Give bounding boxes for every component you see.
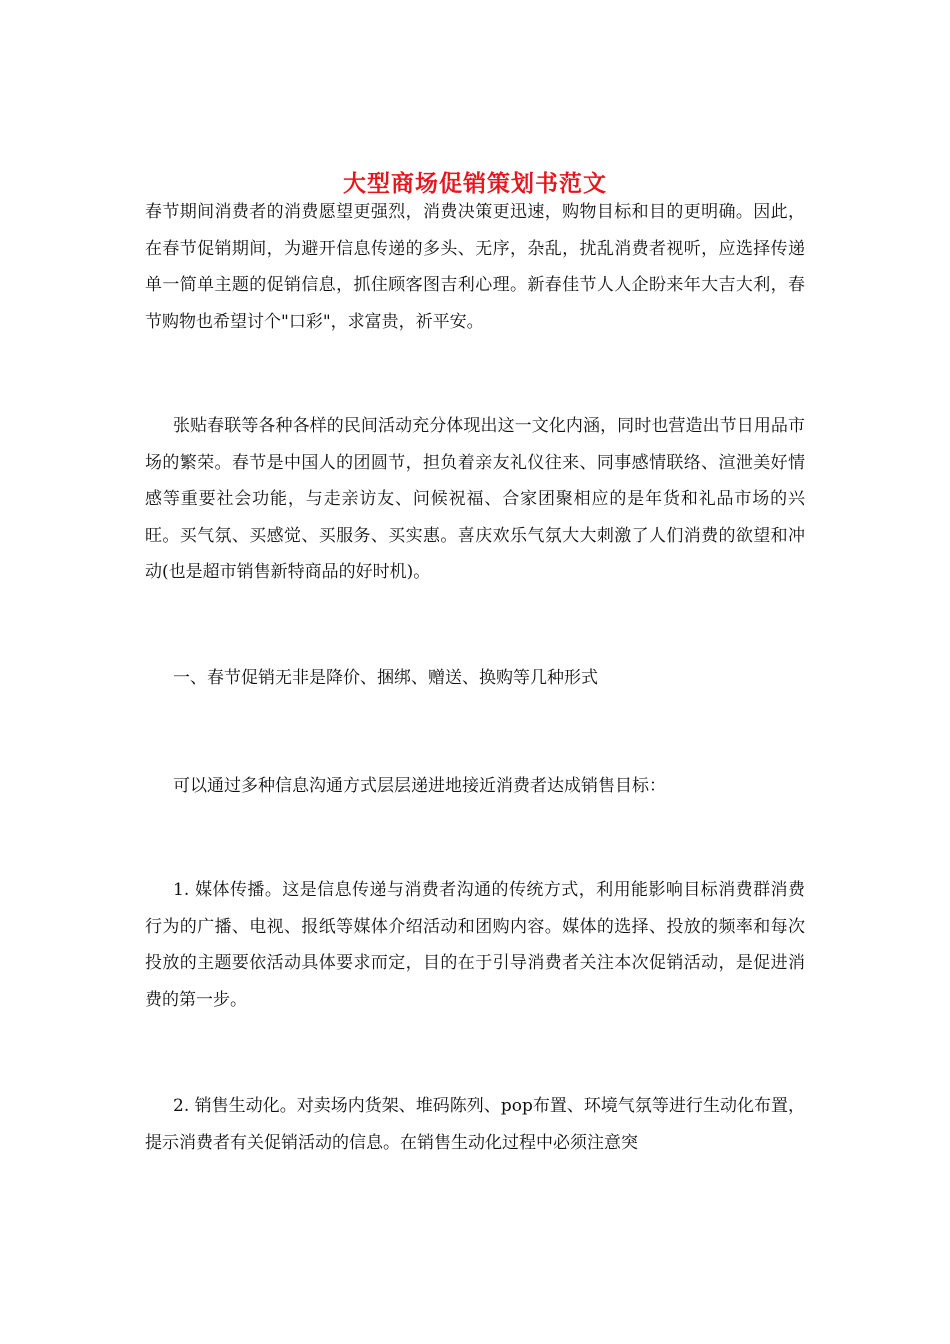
paragraph-communication: 可以通过多种信息沟通方式层层递进地接近消费者达成销售目标： [173, 776, 666, 796]
list-item-merchandising: 2. 销售生动化。对卖场内货架、堆码陈列、pop布置、环境气氛等进行生动化布置，提示消费者有关促销活动的信息。在销售生动化过程中必须注意突 [145, 1096, 805, 1153]
paragraph-culture: 张贴春联等各种各样的民间活动充分体现出这一文化内涵，同时也营造出节日用品市场的繁荣。春节是中国人的团圆节，担负着亲友礼仪往来、同事感情联络、渲泄美好情感等重要社会功能，与走亲访友、问候祝福、合家团聚相应的是年货和礼品市场的兴旺。买气氛、买感觉、买服务、买实惠。喜庆欢乐气氛大大刺激了人们消费的欲望和冲动(也是超市销售新特商品的好时机)。 [145, 416, 805, 582]
paragraph-intro: 春节期间消费者的消费愿望更强烈，消费决策更迅速，购物目标和目的更明确。因此，在春节促销期间，为避开信息传递的多头、无序，杂乱，扰乱消费者视听，应选择传递单一简单主题的促销信息，抓住顾客图吉利心理。新春佳节人人企盼来年大吉大利，春节购物也希望讨个"口彩"，求富贵，祈平安。 [145, 202, 805, 332]
list-item-media: 1. 媒体传播。这是信息传递与消费者沟通的传统方式，利用能影响目标消费群消费行为的广播、电视、报纸等媒体介绍活动和团购内容。媒体的选择、投放的频率和每次投放的主题要依活动具体要求而定，目的在于引导消费者关注本次促销活动，是促进消费的第一步。 [145, 880, 805, 1010]
document-title: 大型商场促销策划书范文 [343, 170, 607, 198]
section-heading-promotion-forms: 一、春节促销无非是降价、捆绑、赠送、换购等几种形式 [173, 668, 598, 688]
